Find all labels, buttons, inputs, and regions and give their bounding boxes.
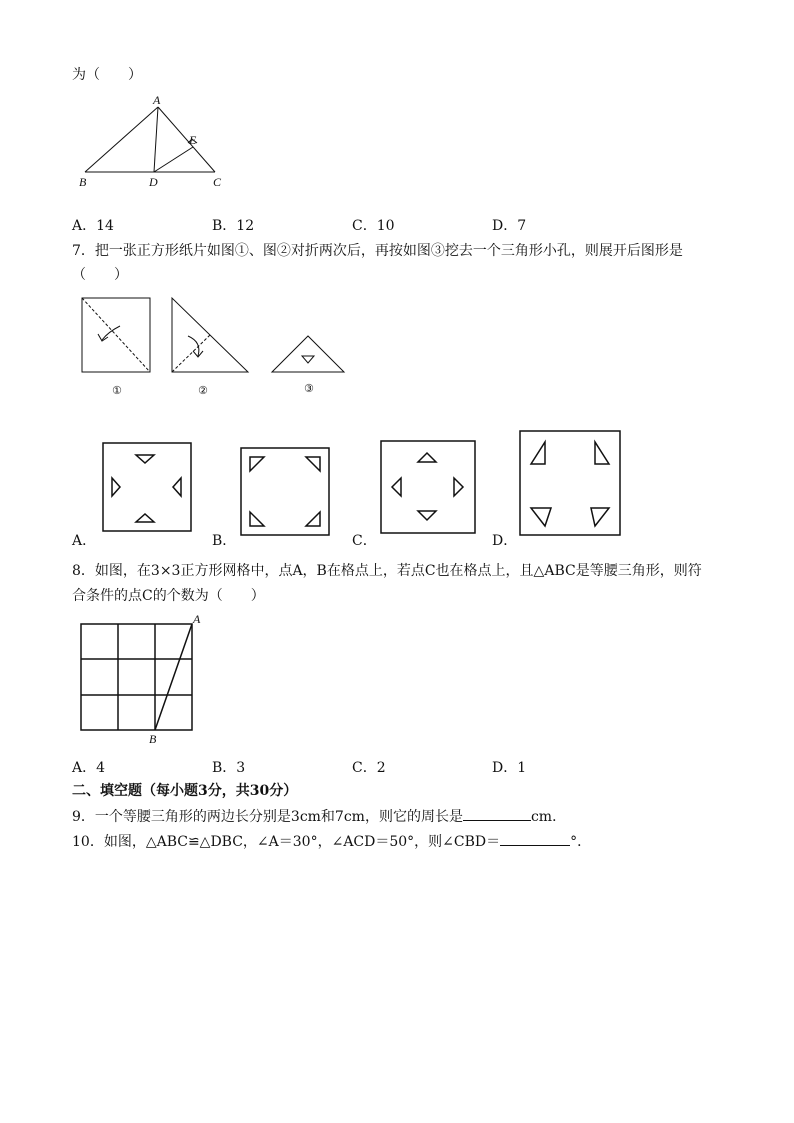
q7-paren: （ ） — [72, 267, 128, 283]
q6-stem-tail: 为（ ） — [72, 67, 142, 83]
q6-label-a: A — [153, 93, 161, 107]
q8-option-a: A．4 — [72, 760, 106, 776]
section-title: 二、填空题（每小题3分，共30分） — [72, 783, 298, 799]
q6-option-d: D．7 — [492, 218, 527, 234]
q8-stem-line1: 8．如图，在3×3正方形网格中，点A，B在格点上，若点C也在格点上，且△ABC是等腰三角形，则符 — [72, 563, 702, 579]
q10-unit: °． — [570, 834, 592, 850]
q10-answer-blank[interactable] — [500, 831, 570, 846]
q6-label-b: B — [79, 175, 87, 189]
q6-option-c: C．10 — [352, 218, 395, 234]
q7-option-b-figure — [240, 447, 332, 539]
q9-answer-blank[interactable] — [463, 806, 531, 821]
q6-figure — [75, 92, 235, 192]
q7-option-a-figure — [102, 442, 194, 534]
q6-option-a: A．14 — [72, 218, 114, 234]
q6-label-e: E — [189, 133, 197, 147]
q9-line — [72, 806, 566, 826]
q7-fold-figures — [78, 294, 358, 402]
q8-option-b: B．3 — [212, 760, 246, 776]
q10-stem: 10．如图，△ABC≌△DBC，∠A＝30°，∠ACD＝50°，则∠CBD＝ — [72, 834, 501, 850]
q8-option-d: D．1 — [492, 760, 527, 776]
q7-option-d-figure — [519, 430, 623, 538]
q7-fig2-label: ② — [198, 384, 208, 397]
q8-label-a: A — [193, 612, 201, 626]
q7-option-b: B． — [212, 533, 237, 549]
q8-grid-figure — [76, 612, 206, 746]
q9-stem: 9．一个等腰三角形的两边长分别是3cm和7cm，则它的周长是 — [72, 809, 463, 825]
q7-fig1-label: ① — [112, 384, 122, 397]
q7-option-c-figure — [380, 440, 478, 536]
q10-line — [72, 831, 591, 851]
q7-option-c: C． — [352, 533, 377, 549]
q7-option-a: A． — [72, 533, 97, 549]
q7-stem: 7．把一张正方形纸片如图①、图②对折两次后，再按如图③挖去一个三角形小孔，则展开后图形是 — [72, 243, 683, 259]
q6-label-d: D — [149, 175, 158, 189]
q6-label-c: C — [213, 175, 222, 189]
q9-unit: cm． — [530, 809, 567, 825]
q6-option-b: B．12 — [212, 218, 255, 234]
q8-label-b: B — [149, 732, 157, 746]
q8-stem-line2: 合条件的点C的个数为（ ） — [72, 588, 265, 604]
q7-fig3-label: ③ — [304, 382, 314, 395]
q8-option-c: C．2 — [352, 760, 386, 776]
q7-option-d: D． — [492, 533, 518, 549]
